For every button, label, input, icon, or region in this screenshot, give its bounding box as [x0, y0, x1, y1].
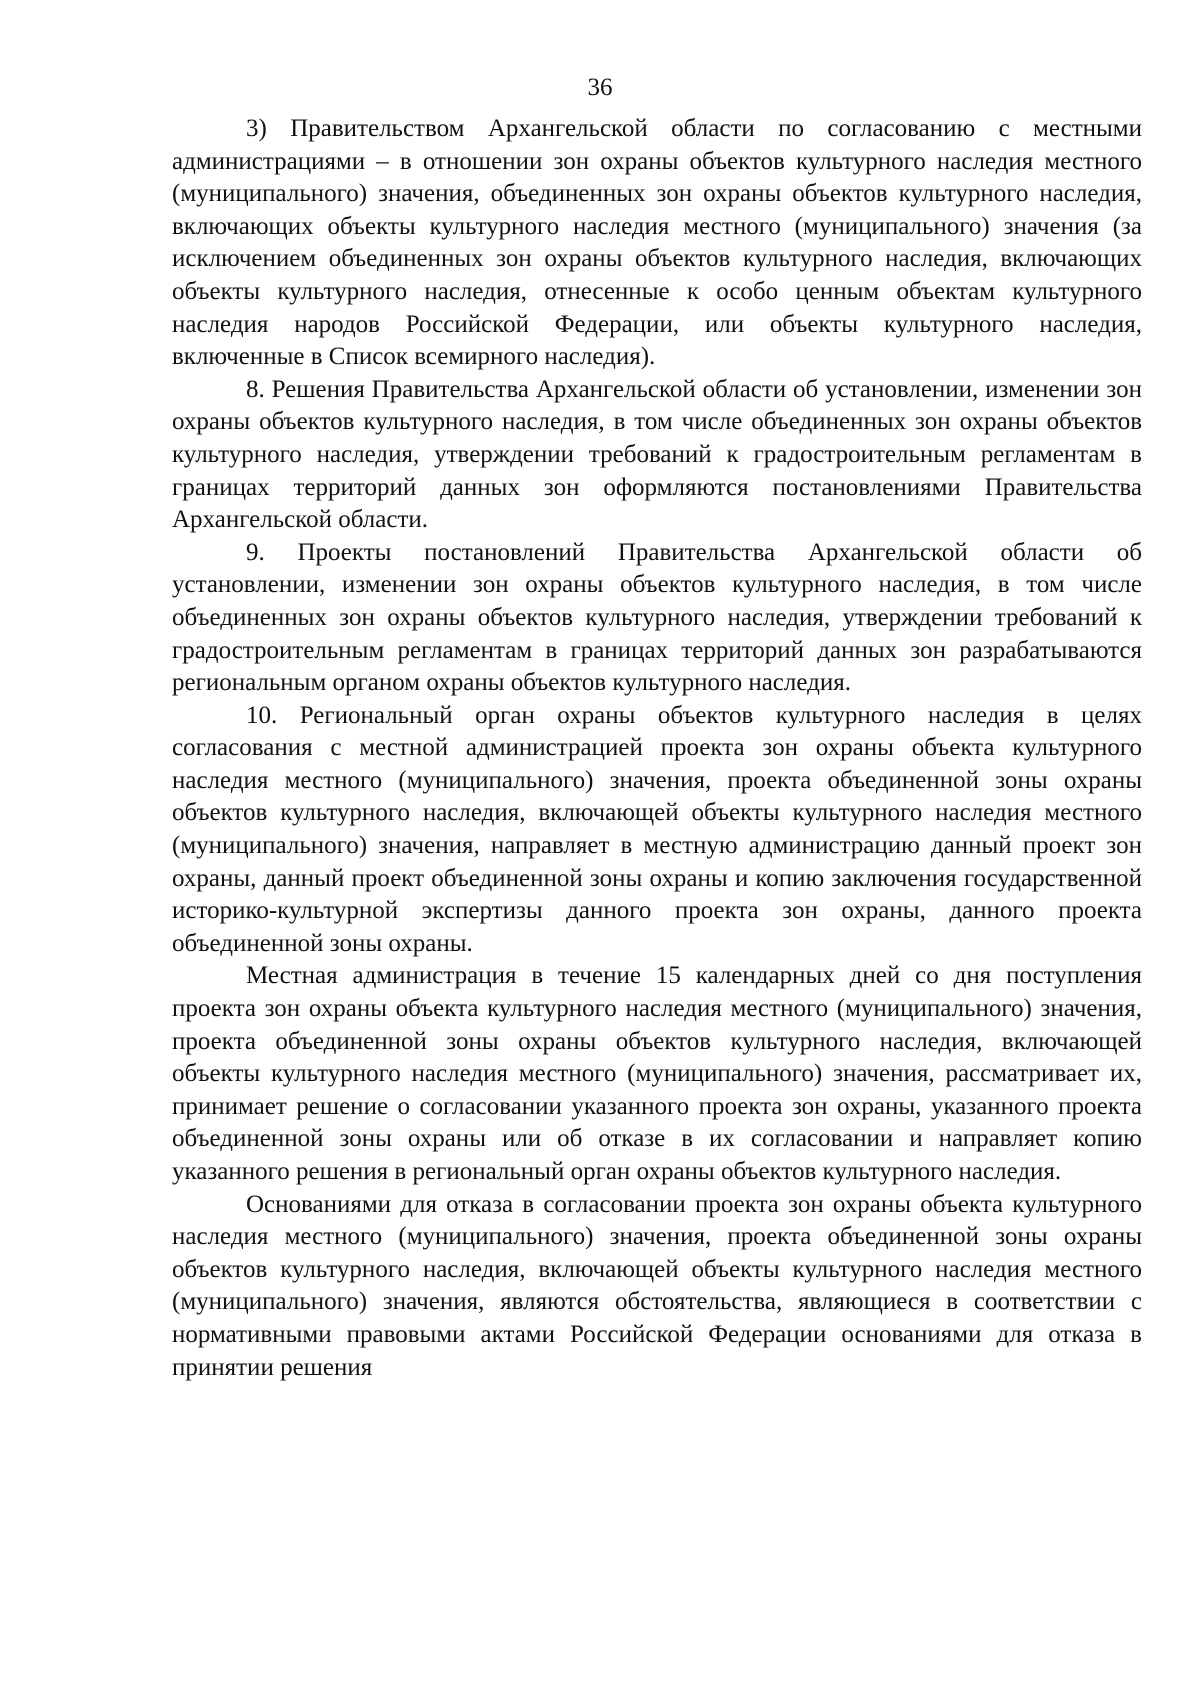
paragraph-local-administration: Местная администрация в течение 15 календарных дней со дня поступления проекта зон охраны объекта культурного наследия местного (муниципального) значения, проекта объединенной зоны охраны объектов культурного наследия, включающей объекты культурного наследия местного (муниципального) значения, рассматривает их, принимает решение о согласовании указанного проекта зон охраны, указанного проекта объединенной зоны охраны или об отказе в их согласовании и направляет копию указанного решения в региональный орган охраны объектов культурного наследия.: [172, 962, 1142, 1185]
paragraph-item-3: 3) Правительством Архангельской области по согласованию с местными администрациями – в отношении зон охраны объектов культурного наследия местного (муниципального) значения, объединенных зон охраны объектов культурного наследия, включающих объекты культурного наследия местного (муниципального) значения (за исключением объединенных зон охраны объектов культурного наследия, включающих объекты культурного наследия, отнесенные к особо ценным объектам культурного наследия народов Российской Федерации, или объекты культурного наследия, включенные в Список всемирного наследия).: [172, 115, 1142, 371]
paragraph-item-9: 9. Проекты постановлений Правительства Архангельской области об установлении, изменении зон охраны объектов культурного наследия, в том числе объединенных зон охраны объектов культурного наследия, утверждении требований к градостроительным регламентам в границах территорий данных зон разрабатываются региональным органом охраны объектов культурного наследия.: [172, 538, 1142, 697]
paragraph-item-8: 8. Решения Правительства Архангельской области об установлении, изменении зон охраны объектов культурного наследия, в том числе объединенных зон охраны объектов культурного наследия, утверждении требований к градостроительным регламентам в границах территорий данных зон оформляются постановлениями Правительства Архангельской области.: [172, 375, 1142, 534]
document-body: [172, 113, 1142, 1384]
paragraph-item-10: 10. Региональный орган охраны объектов культурного наследия в целях согласования с местной администрацией проекта зон охраны объекта культурного наследия местного (муниципального) значения, проекта объединенной зоны охраны объектов культурного наследия, включающей объекты культурного наследия местного (муниципального) значения, направляет в местную администрацию данный проект зон охраны, данный проект объединенной зоны охраны и копию заключения государственной историко-культурной экспертизы данного проекта зон охраны, данного проекта объединенной зоны охраны.: [172, 701, 1142, 957]
paragraph-grounds-for-refusal: Основаниями для отказа в согласовании проекта зон охраны объекта культурного наследия местного (муниципального) значения, проекта объединенной зоны охраны объектов культурного наследия, включающей объекты культурного наследия местного (муниципального) значения, являются обстоятельства, являющиеся в соответствии с нормативными правовыми актами Российской Федерации основаниями для отказа в принятии решения: [172, 1190, 1142, 1381]
page-number: 36: [587, 74, 613, 101]
